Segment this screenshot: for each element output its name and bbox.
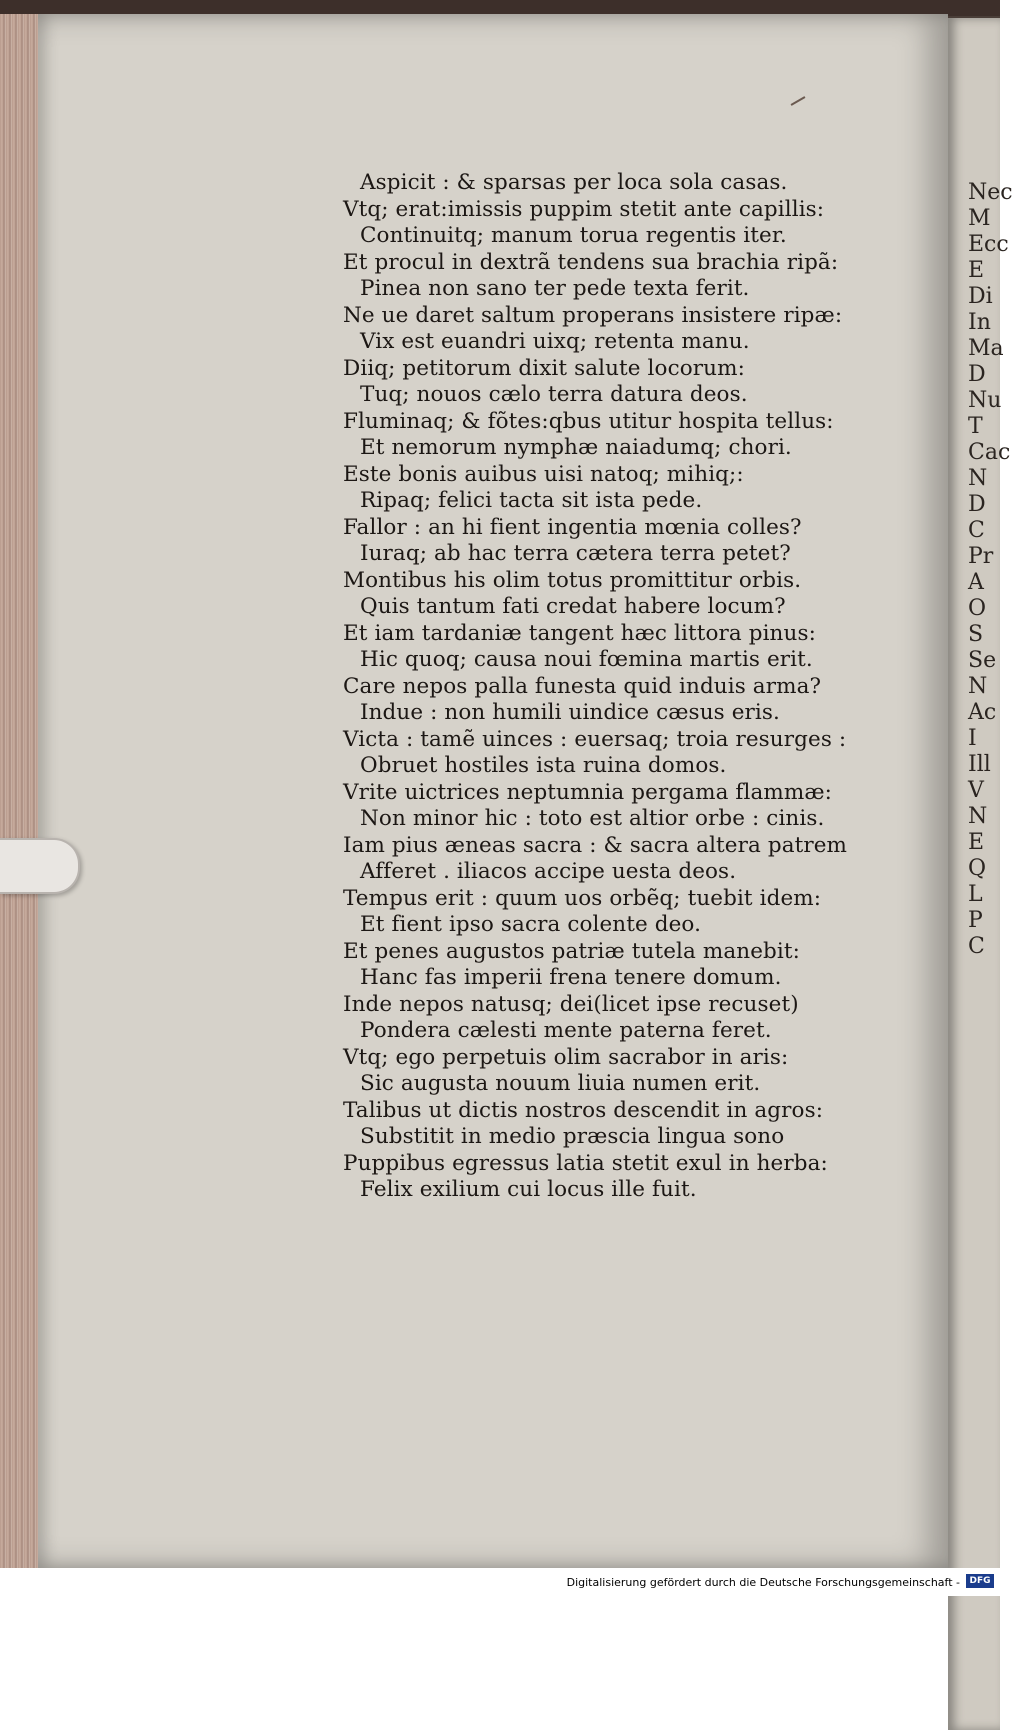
facing-page-letter: D: [968, 492, 986, 517]
verse-line: Ne ue daret saltum properans insistere ripæ:: [343, 302, 843, 328]
facing-page-letter: D: [968, 362, 986, 387]
verse-line: Care nepos palla funesta quid induis arma?: [343, 673, 822, 699]
verse-line: Este bonis auibus uisi natoq; mihiq;:: [343, 461, 744, 487]
facing-page-letter: V: [968, 778, 984, 803]
verse-line: Et penes augustos patriæ tutela manebit:: [343, 938, 800, 964]
facing-page-letter: N: [968, 466, 988, 491]
facing-page-letter: Pr: [968, 544, 994, 569]
footer: [0, 1568, 1000, 1596]
facing-page-letter: N: [968, 674, 988, 699]
facing-page-letter: In: [968, 310, 991, 335]
facing-page-letter: T: [968, 414, 983, 439]
verse-line: Quis tantum fati credat habere locum?: [360, 594, 786, 619]
page-clip: [0, 838, 80, 894]
facing-page-letter: Ill: [968, 752, 991, 777]
verse-line: Et nemorum nymphæ naiadumq; chori.: [360, 435, 792, 460]
facing-page-letter: C: [968, 934, 985, 959]
facing-page-letter: M: [968, 206, 991, 231]
facing-page-letter: Cac: [968, 440, 1011, 465]
verse-line: Vtq; erat:imissis puppim stetit ante capillis:: [343, 196, 825, 222]
facing-page-letter: Se: [968, 648, 997, 673]
facing-page-letter: Q: [968, 856, 987, 881]
verse-line: Iuraq; ab hac terra cætera terra petet?: [360, 541, 791, 566]
verse-line: Diiq; petitorum dixit salute locorum:: [343, 355, 745, 381]
verse-line: Continuitq; manum torua regentis iter.: [360, 223, 787, 248]
verse-line: Et iam tardaniæ tangent hæc littora pinus:: [343, 620, 816, 646]
verse-text-block: [343, 170, 848, 1204]
facing-page-letter: Di: [968, 284, 993, 309]
facing-page-letter: Nu: [968, 388, 1002, 413]
verse-line: Vrite uictrices neptumnia pergama flammæ:: [343, 779, 833, 805]
verse-line: Pondera cælesti mente paterna feret.: [360, 1018, 772, 1043]
facing-page-letter: Nec: [968, 180, 1013, 205]
verse-line: Iam pius æneas sacra : & sacra altera patrem: [343, 832, 848, 858]
footer-credit: Digitalisierung gefördert durch die Deutsche Forschungsgemeinschaft -: [566, 1576, 960, 1589]
verse-line: Puppibus egressus latia stetit exul in herba:: [343, 1150, 828, 1176]
verse-line: Talibus ut dictis nostros descendit in agros:: [343, 1097, 824, 1123]
verse-line: Hic quoq; causa noui fœmina martis erit.: [360, 647, 813, 672]
verse-line: Indue : non humili uindice cæsus eris.: [360, 700, 780, 725]
facing-page-letter: L: [968, 882, 983, 907]
verse-line: Tuq; nouos cælo terra datura deos.: [360, 382, 748, 407]
verse-line: Vix est euandri uixq; retenta manu.: [360, 329, 750, 354]
verse-line: Hanc fas imperii frena tenere domum.: [360, 965, 782, 990]
facing-page-letter: E: [968, 258, 985, 283]
verse-line: Et procul in dextrã tendens sua brachia ripã:: [343, 249, 839, 275]
facing-page-letter: C: [968, 518, 985, 543]
verse-line: Afferet . iliacos accipe uesta deos.: [360, 859, 737, 884]
verse-line: Victa : tamẽ uinces : euersaq; troia resurges :: [343, 726, 847, 752]
facing-page-letter: Ecc: [968, 232, 1009, 257]
facing-page-letter: P: [968, 908, 983, 933]
facing-page-letter: S: [968, 622, 984, 647]
facing-page-letter: Ac: [968, 700, 997, 725]
verse-line: Felix exilium cui locus ille fuit.: [360, 1177, 697, 1202]
verse-line: Pinea non sano ter pede texta ferit.: [360, 276, 750, 301]
book-page-edges: [0, 14, 42, 1568]
verse-line: Aspicit : & sparsas per loca sola casas.: [360, 170, 788, 195]
verse-line: Et fient ipso sacra colente deo.: [360, 912, 702, 937]
dfg-logo: DFG: [966, 1574, 994, 1588]
verse-line: Fluminaq; & fõtes:qbus utitur hospita tellus:: [343, 408, 834, 434]
verse-line: Ripaq; felici tacta sit ista pede.: [360, 488, 703, 513]
verse-line: Obruet hostiles ista ruina domos.: [360, 753, 727, 778]
verse-line: Substitit in medio præscia lingua sono: [360, 1124, 785, 1149]
facing-page-edge: [948, 18, 1013, 1730]
facing-page-letter: A: [968, 570, 984, 595]
verse-line: Montibus his olim totus promittitur orbis.: [343, 567, 802, 593]
facing-page-letter: O: [968, 596, 987, 621]
verse-line: Vtq; ego perpetuis olim sacrabor in aris:: [343, 1044, 789, 1070]
verse-line: Tempus erit : quum uos orbẽq; tuebit idem:: [343, 885, 822, 911]
verse-line: Sic augusta nouum liuia numen erit.: [360, 1071, 761, 1096]
verse-line: Non minor hic : toto est altior orbe : cinis.: [360, 806, 825, 831]
verse-line: Fallor : an hi fient ingentia mœnia colles?: [343, 514, 802, 540]
facing-page-letter: N: [968, 804, 988, 829]
facing-page-letter: E: [968, 830, 985, 855]
facing-page-letter: I: [968, 726, 977, 751]
verse-line: Inde nepos natusq; dei(licet ipse recuset): [343, 991, 799, 1017]
facing-page-letter: Ma: [968, 336, 1004, 361]
